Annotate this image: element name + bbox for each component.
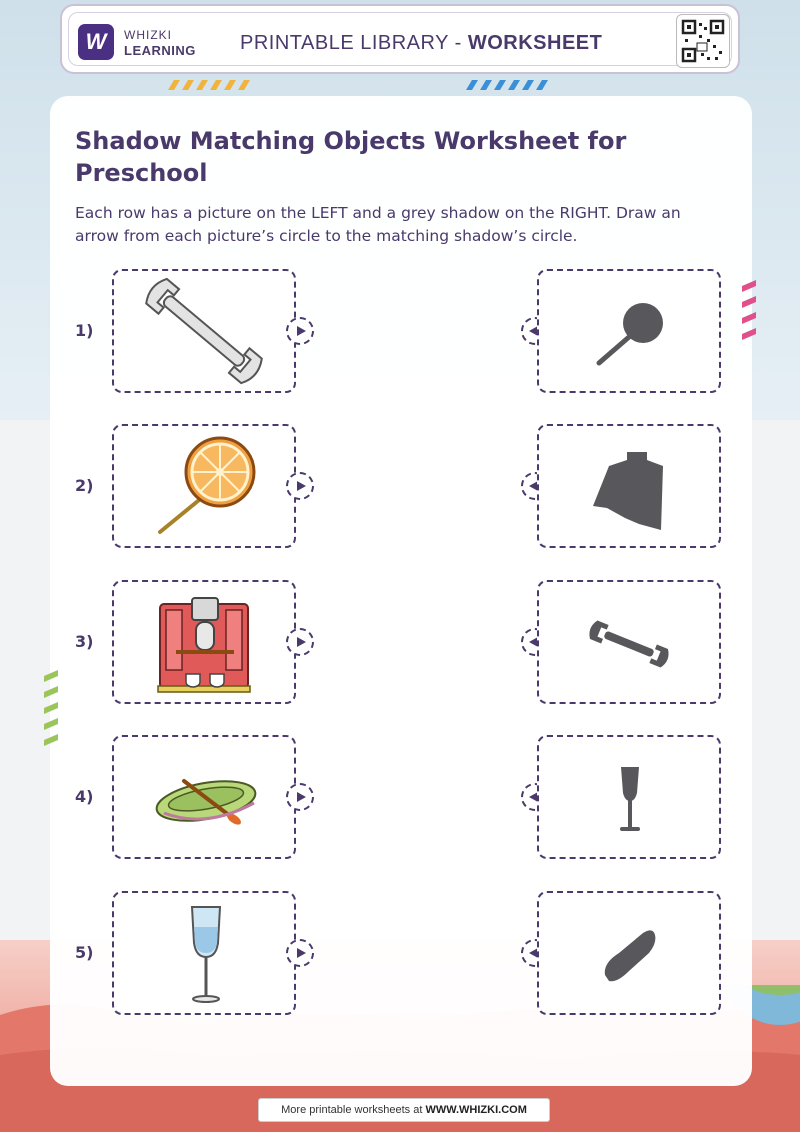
header-bar	[60, 4, 740, 74]
footer-link[interactable]: WWW.WHIZKI.COM	[425, 1104, 527, 1116]
wrench-shadow-icon	[539, 582, 719, 702]
coffee-machine-shadow-icon	[539, 426, 719, 546]
left-answer-circle[interactable]	[286, 783, 314, 811]
picture-box-coffee-machine	[112, 580, 296, 704]
brand-line1: WHIZKI	[124, 28, 172, 42]
library-prefix: PRINTABLE LIBRARY -	[240, 32, 468, 54]
match-row-4	[0, 735, 800, 863]
wrench-icon	[114, 271, 294, 391]
row-number: 4)	[75, 787, 94, 806]
picture-box-wrench	[112, 269, 296, 393]
left-answer-circle[interactable]	[286, 628, 314, 656]
match-row-1	[0, 269, 800, 397]
match-row-3	[0, 580, 800, 708]
yellow-stripes	[168, 80, 260, 90]
library-heading	[240, 32, 602, 55]
raft-icon	[114, 737, 294, 857]
right-arrow-icon	[288, 941, 312, 965]
brand-line2: LEARNING	[124, 43, 196, 58]
picture-box-wine-glass	[112, 891, 296, 1015]
shadow-box-glass	[537, 735, 721, 859]
shadow-box-frying-pan	[537, 269, 721, 393]
left-answer-circle[interactable]	[286, 317, 314, 345]
whizki-logo	[78, 24, 114, 60]
match-row-5	[0, 891, 800, 1019]
footer-prefix: More printable worksheets at	[281, 1104, 426, 1116]
right-arrow-icon	[288, 785, 312, 809]
right-arrow-icon	[288, 474, 312, 498]
logo-letter: W	[85, 29, 107, 54]
match-row-2	[0, 424, 800, 552]
library-bold: WORKSHEET	[467, 32, 603, 54]
orange-pan-icon	[114, 426, 294, 546]
coffee-machine-icon	[114, 582, 294, 702]
picture-box-orange-pan	[112, 424, 296, 548]
right-arrow-icon	[288, 630, 312, 654]
raft-shadow-icon	[539, 893, 719, 1013]
row-number: 2)	[75, 476, 94, 495]
left-answer-circle[interactable]	[286, 939, 314, 967]
shadow-box-raft	[537, 891, 721, 1015]
footer-banner	[258, 1098, 550, 1122]
row-number: 5)	[75, 943, 94, 962]
picture-box-raft	[112, 735, 296, 859]
worksheet-title: Shadow Matching Objects Worksheet for Preschool	[75, 127, 627, 187]
qr-code-icon	[676, 14, 730, 68]
left-answer-circle[interactable]	[286, 472, 314, 500]
frying-pan-shadow-icon	[539, 271, 719, 391]
right-arrow-icon	[288, 319, 312, 343]
shadow-box-wrench	[537, 580, 721, 704]
shadow-box-coffee-machine	[537, 424, 721, 548]
wine-glass-icon	[114, 893, 294, 1013]
row-number: 3)	[75, 632, 94, 651]
row-number: 1)	[75, 321, 94, 340]
blue-stripes	[466, 80, 558, 90]
glass-shadow-icon	[539, 737, 719, 857]
instructions-text: Each row has a picture on the LEFT and a grey shadow on the RIGHT. Draw an arrow from each picture’s circle to the matching shadow’s circle.	[75, 204, 681, 245]
